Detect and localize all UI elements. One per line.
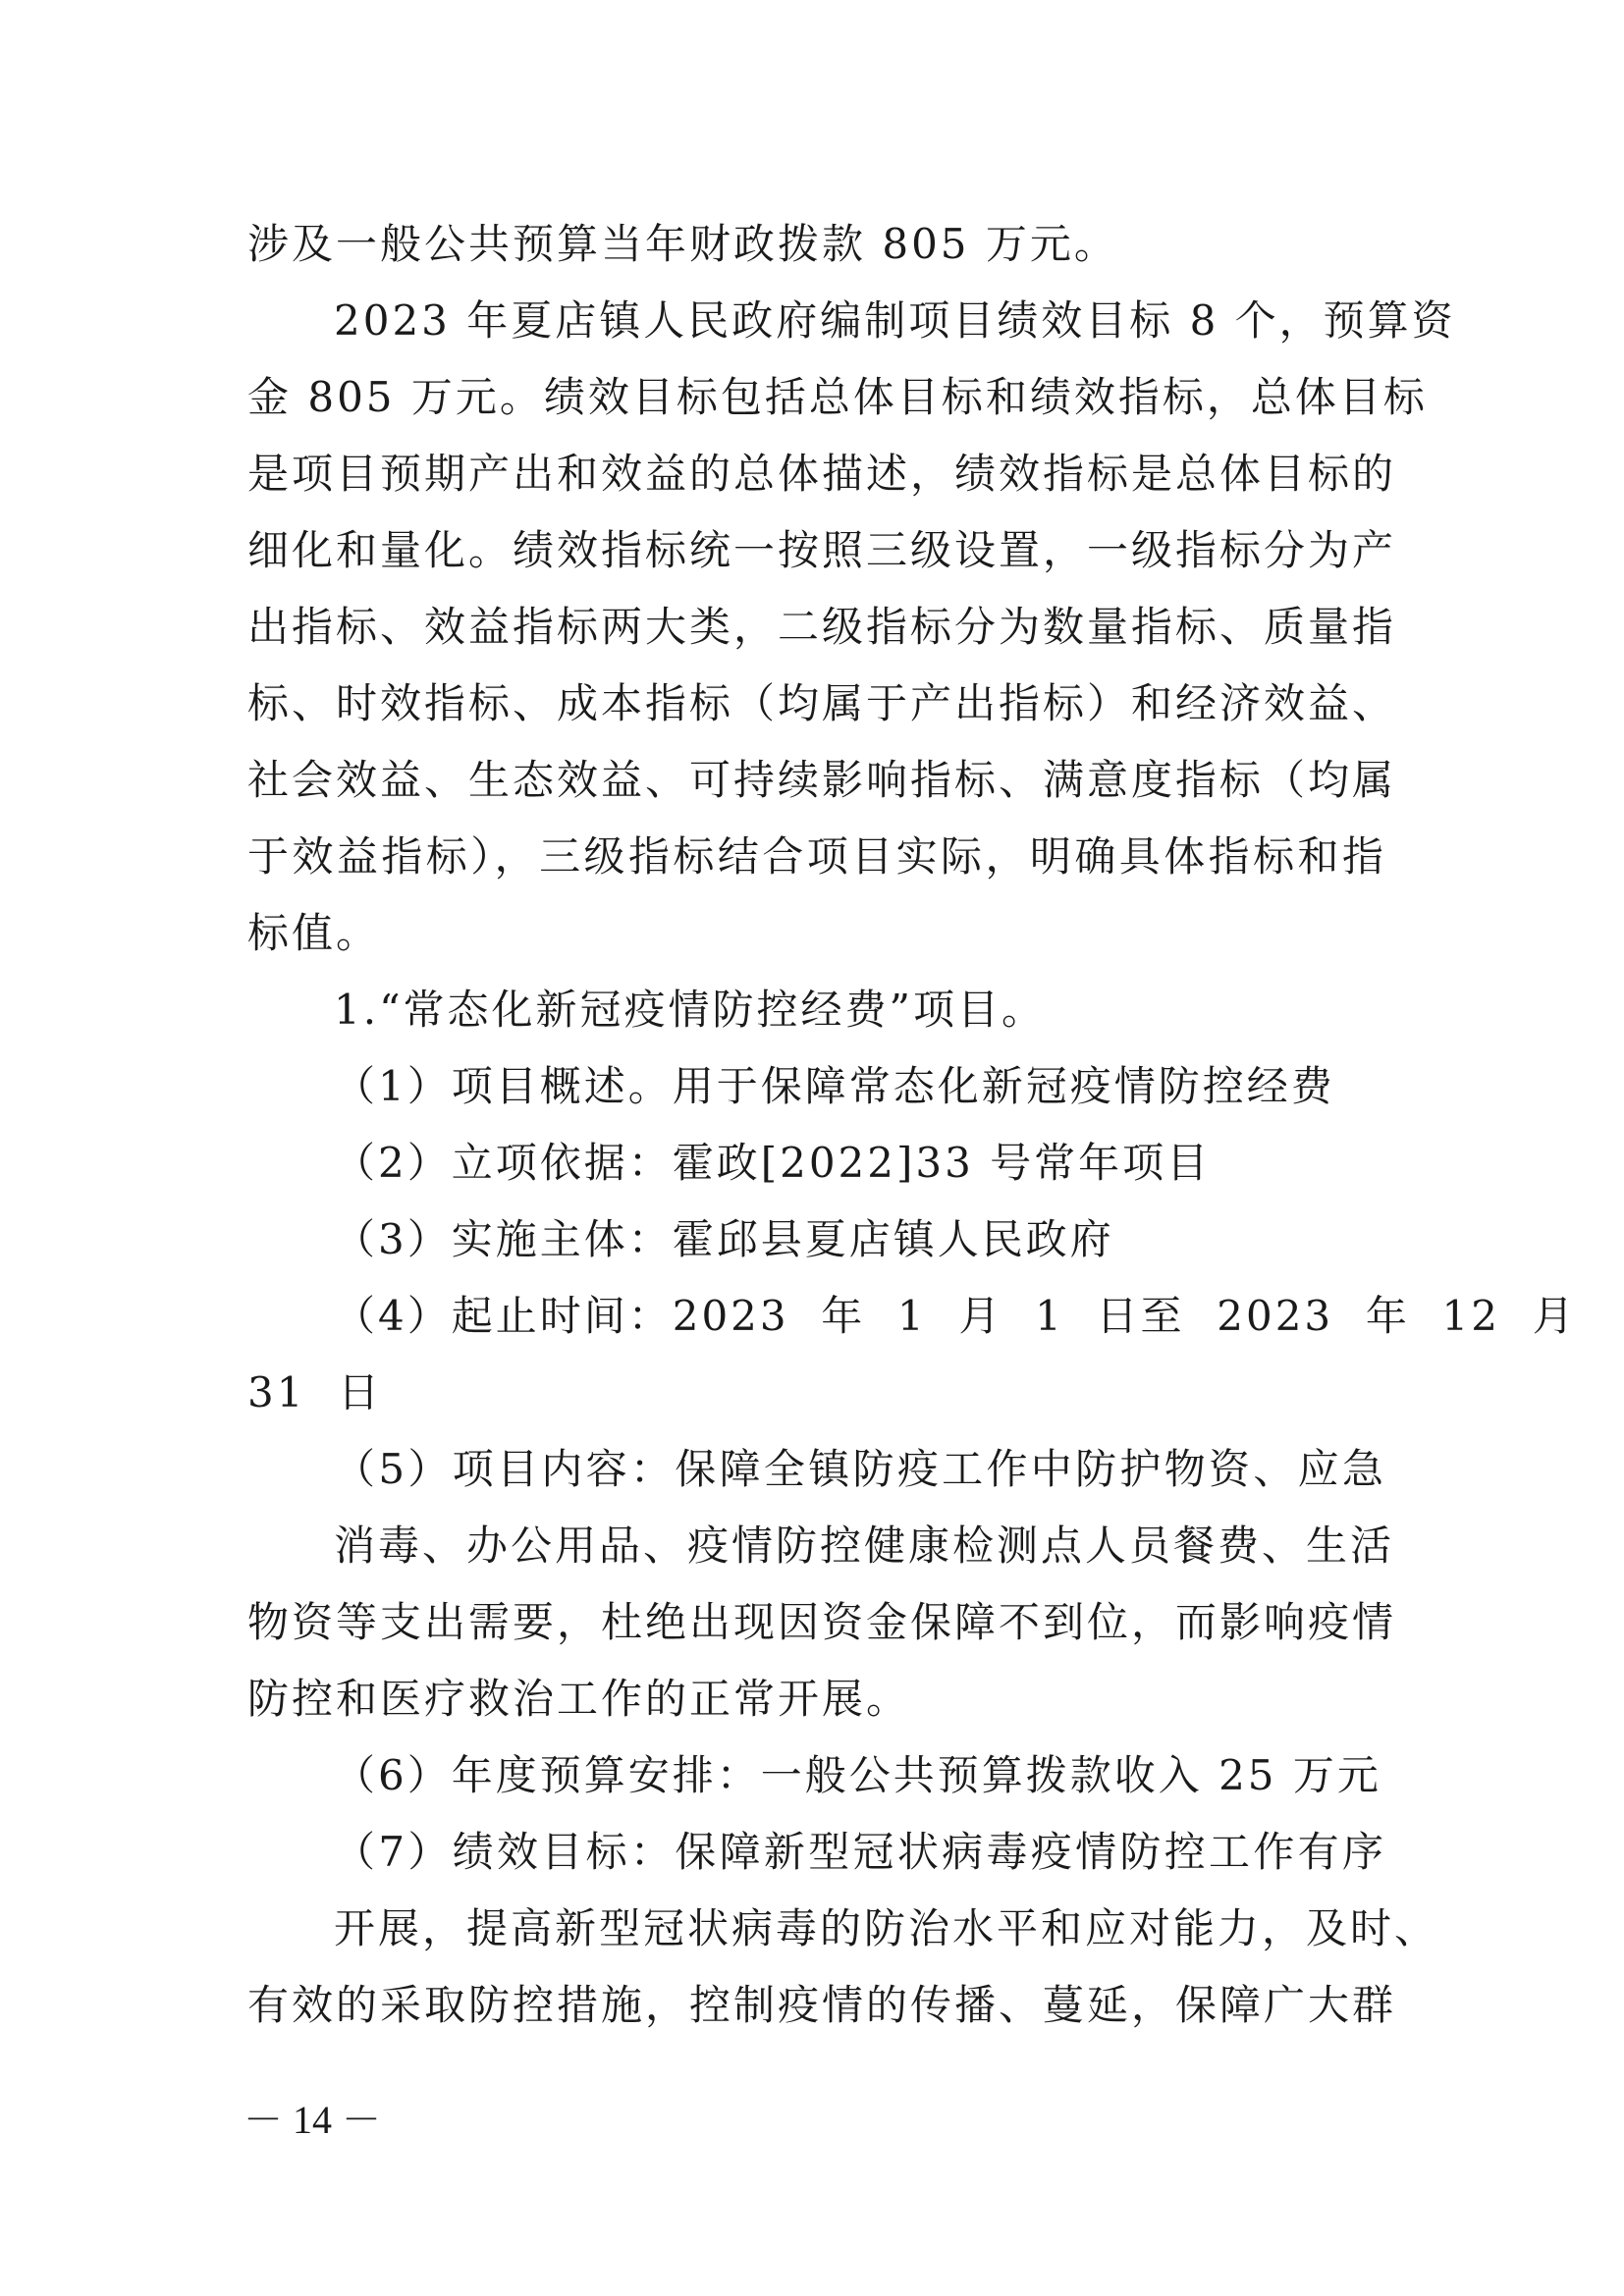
text-line-4: 是项目预期产出和效益的总体描述，绩效指标是总体目标的	[247, 450, 1397, 498]
item-1-overview: （1）项目概述。用于保障常态化新冠疫情防控经费	[334, 1062, 1335, 1110]
text-line-8: 社会效益、生态效益、可持续影响指标、满意度指标（均属	[247, 756, 1397, 804]
text-line-7: 标、时效指标、成本指标（均属于产出指标）和经济效益、	[247, 679, 1397, 727]
text-line-6: 出指标、效益指标两大类，二级指标分为数量指标、质量指	[247, 603, 1397, 651]
text-line-1: 涉及一般公共预算当年财政拨款 805 万元。	[247, 220, 1118, 268]
page-number: － 14 －	[244, 2098, 381, 2142]
item-7-goal-cont-1: 开展，提高新型冠状病毒的防治水平和应对能力，及时、	[334, 1904, 1439, 1952]
item-5-content-cont-3: 防控和医疗救治工作的正常开展。	[247, 1675, 911, 1723]
text-line-5: 细化和量化。绩效指标统一按照三级设置，一级指标分为产	[247, 526, 1397, 574]
item-2-basis: （2）立项依据：霍政[2022]33 号常年项目	[334, 1139, 1212, 1187]
item-4-period-cont: 31 日	[247, 1368, 383, 1416]
item-6-budget: （6）年度预算安排：一般公共预算拨款收入 25 万元	[334, 1751, 1381, 1799]
item-7-goal-cont-2: 有效的采取防控措施，控制疫情的传播、蔓延，保障广大群	[247, 1981, 1397, 2029]
text-line-3: 金 805 万元。绩效目标包括总体目标和绩效指标，总体目标	[247, 373, 1428, 421]
text-line-9: 于效益指标），三级指标结合项目实际，明确具体指标和指	[247, 832, 1386, 881]
item-3-subject: （3）实施主体：霍邱县夏店镇人民政府	[334, 1215, 1114, 1263]
text-line-2: 2023 年夏店镇人民政府编制项目绩效目标 8 个，预算资	[334, 296, 1456, 345]
text-line-10: 标值。	[247, 909, 381, 957]
item-5-content-cont-1: 消毒、办公用品、疫情防控健康检测点人员餐费、生活	[334, 1522, 1395, 1570]
project-heading: 1.“常态化新冠疫情防控经费”项目。	[334, 986, 1047, 1034]
item-4-period: （4）起止时间：2023 年 1 月 1 日至 2023 年 12 月	[334, 1292, 1577, 1340]
item-5-content: （5）项目内容：保障全镇防疫工作中防护物资、应急	[334, 1445, 1386, 1493]
item-7-goal: （7）绩效目标：保障新型冠状病毒疫情防控工作有序	[334, 1828, 1386, 1876]
item-5-content-cont-2: 物资等支出需要，杜绝出现因资金保障不到位，而影响疫情	[247, 1598, 1397, 1646]
